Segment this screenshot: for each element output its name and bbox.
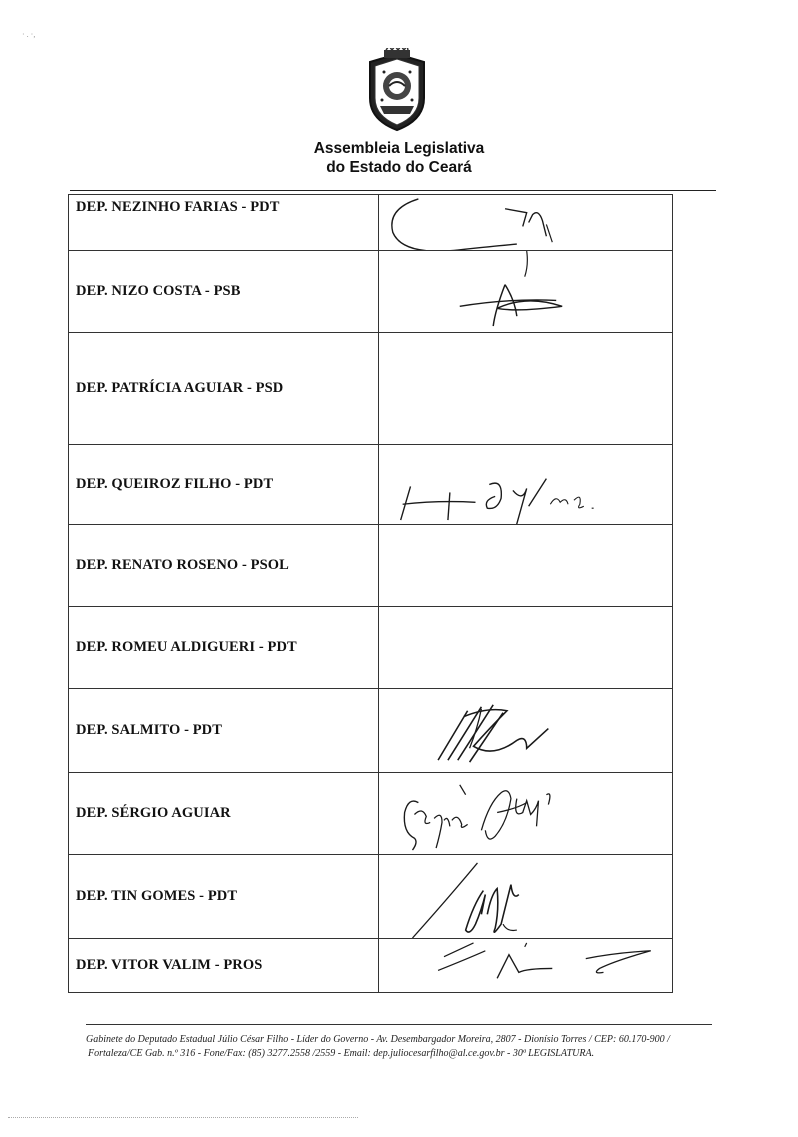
signature-mark <box>379 689 672 772</box>
signature-cell <box>378 195 672 251</box>
deputy-name: DEP. NIZO COSTA - PSB <box>69 251 379 333</box>
deputy-name: DEP. NEZINHO FARIAS - PDT <box>69 195 379 251</box>
deputy-name: DEP. RENATO ROSENO - PSOL <box>69 525 379 607</box>
signature-cell <box>378 773 672 855</box>
scan-bottom-rule <box>8 1117 358 1118</box>
page-header <box>0 0 798 195</box>
table-row <box>69 195 673 251</box>
deputy-name: DEP. QUEIROZ FILHO - PDT <box>69 445 379 525</box>
deputy-name: DEP. PATRÍCIA AGUIAR - PSD <box>69 333 379 445</box>
signature-cell <box>378 333 672 445</box>
scan-specks: · . ·, <box>22 30 36 39</box>
deputy-name: DEP. ROMEU ALDIGUERI - PDT <box>69 607 379 689</box>
deputy-name: DEP. VITOR VALIM - PROS <box>69 939 379 993</box>
signature-mark <box>379 445 672 524</box>
signature-cell <box>378 607 672 689</box>
state-seal-icon <box>362 48 432 134</box>
table-row <box>69 445 673 525</box>
table-row <box>69 251 673 333</box>
deputy-name: DEP. SÉRGIO AGUIAR <box>69 773 379 855</box>
signature-cell <box>378 939 672 993</box>
footer-contact: Fortaleza/CE Gab. n.º 316 - Fone/Fax: (85) 3277.2558 /2559 - Email: dep.juliocesarfilho@al.ce.gov.br - 30ª LEGISLATURA. <box>88 1048 595 1059</box>
signature-cell <box>378 445 672 525</box>
footer-rule <box>86 1024 712 1025</box>
signature-cell <box>378 689 672 773</box>
signature-mark <box>379 939 672 992</box>
signature-cell <box>378 855 672 939</box>
table-row <box>69 939 673 993</box>
institution-name: Assembleia Legislativa <box>313 140 485 157</box>
signature-table <box>68 194 673 993</box>
signature-mark <box>379 195 672 250</box>
table-row <box>69 607 673 689</box>
signature-cell <box>378 251 672 333</box>
deputy-name: DEP. TIN GOMES - PDT <box>69 855 379 939</box>
signature-cell <box>378 525 672 607</box>
page-footer <box>86 1033 726 1061</box>
table-row <box>69 773 673 855</box>
header-rule <box>70 190 716 191</box>
table-row <box>69 333 673 445</box>
institution-subname: do Estado do Ceará <box>326 159 472 176</box>
table-row <box>69 525 673 607</box>
table-row <box>69 855 673 939</box>
signature-mark <box>379 251 672 332</box>
signature-mark <box>379 773 672 854</box>
table-row <box>69 689 673 773</box>
footer-address: Gabinete do Deputado Estadual Júlio César Filho - Líder do Governo - Av. Desembargador Moreira, 2807 - Dionísio Torres / CEP: 60.170-900 / <box>86 1034 670 1045</box>
deputy-name: DEP. SALMITO - PDT <box>69 689 379 773</box>
signature-mark <box>379 855 672 938</box>
